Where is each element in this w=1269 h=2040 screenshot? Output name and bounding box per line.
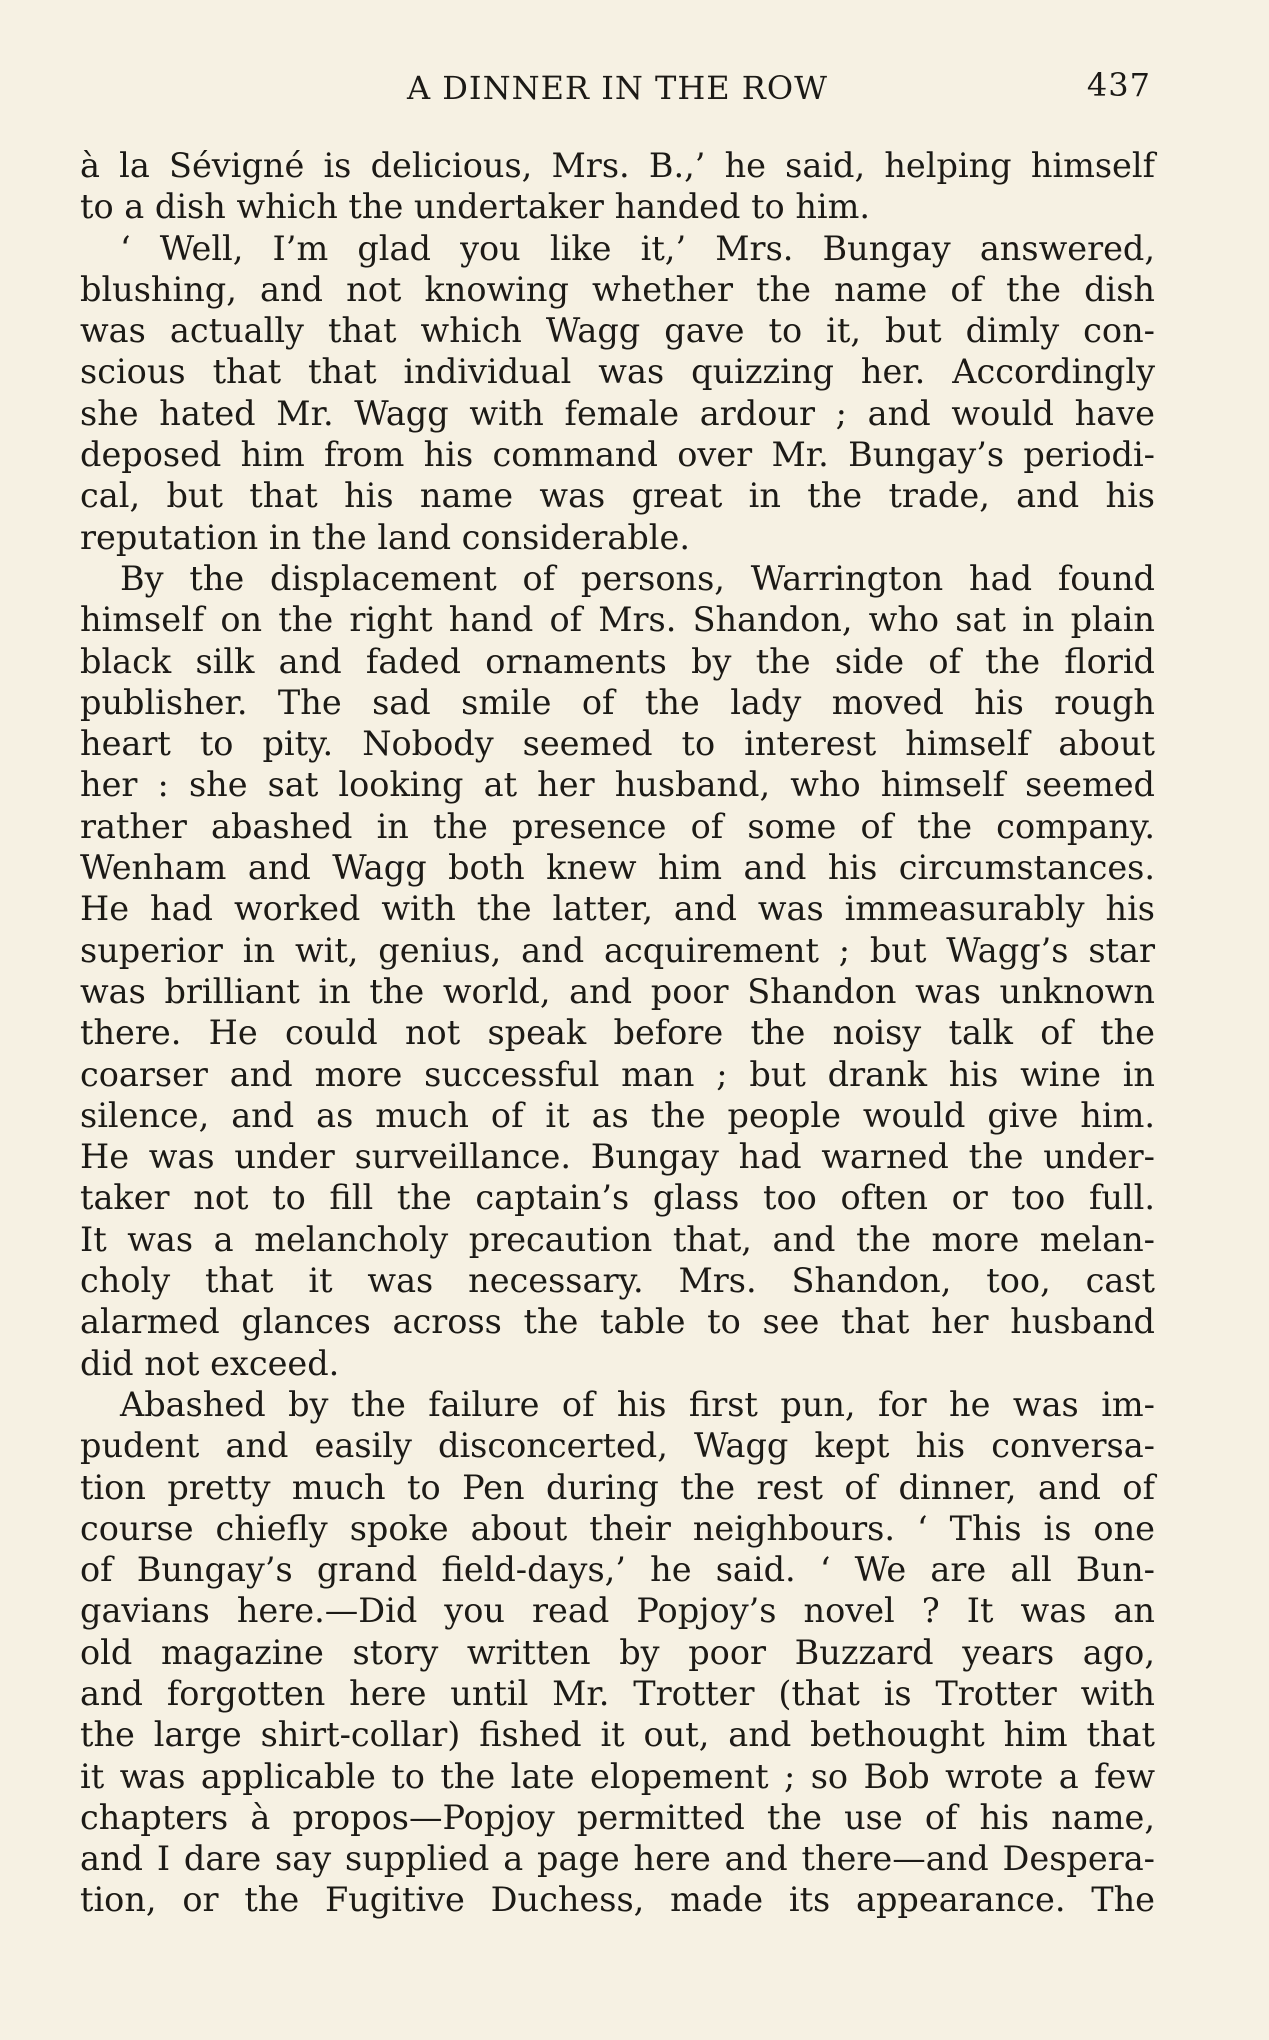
text-line: choly that it was necessary. Mrs. Shandon, too, cast xyxy=(80,1261,1155,1301)
text-line: tion, or the Fugitive Duchess, made its appearance. The xyxy=(80,1880,1155,1920)
text-line: He had worked with the latter, and was immeasurably his xyxy=(80,889,1155,929)
body-text xyxy=(80,145,1155,1921)
text-line: taker not to fill the captain’s glass too often or too full. xyxy=(80,1178,1155,1218)
text-line: alarmed glances across the table to see that her husband xyxy=(80,1302,1155,1342)
text-line: was actually that which Wagg gave to it, but dimly con- xyxy=(80,311,1155,351)
text-line: It was a melancholy precaution that, and the more melan- xyxy=(80,1219,1155,1259)
text-line: à la Sévigné is delicious, Mrs. B.,’ he said, helping himself xyxy=(80,146,1155,185)
text-line: and forgotten here until Mr. Trotter (that is Trotter with xyxy=(80,1673,1155,1713)
text-line: himself on the right hand of Mrs. Shandon, who sat in plain xyxy=(80,600,1155,640)
text-line: publisher. The sad smile of the lady moved his rough xyxy=(80,682,1155,722)
text-line: course chiefly spoke about their neighbours. ‘ This is one xyxy=(80,1508,1155,1548)
text-line: pudent and easily disconcerted, Wagg kept his conversa- xyxy=(80,1426,1155,1466)
text-line: old magazine story written by poor Buzzard years ago, xyxy=(80,1632,1155,1672)
text-line: the large shirt-collar) fished it out, and bethought him that xyxy=(80,1715,1155,1755)
text-line: coarser and more successful man ; but drank his wine in xyxy=(80,1054,1155,1094)
text-line: tion pretty much to Pen during the rest of dinner, and of xyxy=(80,1467,1155,1507)
text-line: reputation in the land considerable. xyxy=(80,517,690,557)
text-line: By the displacement of persons, Warrington had found xyxy=(120,558,1155,598)
text-line: rather abashed in the presence of some of the company. xyxy=(80,806,1155,846)
page-number: 437 xyxy=(1086,66,1151,104)
text-line: there. He could not speak before the noisy talk of the xyxy=(80,1013,1155,1053)
text-line: superior in wit, genius, and acquirement ; but Wagg’s star xyxy=(80,930,1155,970)
text-line: Wenham and Wagg both knew him and his circumstances. xyxy=(80,848,1155,888)
text-line: of Bungay’s grand field-days,’ he said. ‘ We are all Bun- xyxy=(80,1550,1155,1590)
text-line: Abashed by the failure of his first pun, for he was im- xyxy=(120,1384,1155,1424)
running-title: A DINNER IN THE ROW xyxy=(406,69,828,107)
text-line: chapters à propos—Popjoy permitted the use of his name, xyxy=(80,1797,1155,1837)
text-line: did not exceed. xyxy=(80,1343,340,1383)
text-line: was brilliant in the world, and poor Shandon was unknown xyxy=(80,971,1155,1011)
text-line: blushing, and not knowing whether the name of the dish xyxy=(80,269,1155,309)
text-line: cal, but that his name was great in the trade, and his xyxy=(80,476,1155,516)
text-line: silence, and as much of it as the people would give him. xyxy=(80,1095,1155,1135)
text-line: scious that that individual was quizzing her. Accordingly xyxy=(80,352,1155,392)
text-line: she hated Mr. Wagg with female ardour ; and would have xyxy=(80,393,1155,433)
text-line: ‘ Well, I’m glad you like it,’ Mrs. Bungay answered, xyxy=(120,228,1155,268)
text-line: and I dare say supplied a page here and there—and Despera- xyxy=(80,1839,1155,1879)
text-line: black silk and faded ornaments by the side of the florid xyxy=(80,641,1155,681)
text-line: it was applicable to the late elopement ; so Bob wrote a few xyxy=(80,1756,1155,1796)
text-line: He was under surveillance. Bungay had warned the under- xyxy=(80,1137,1155,1177)
text-line: gavians here.—Did you read Popjoy’s novel ? It was an xyxy=(80,1591,1155,1631)
text-line: her : she sat looking at her husband, who himself seemed xyxy=(80,765,1155,805)
text-line: deposed him from his command over Mr. Bungay’s periodi- xyxy=(80,435,1155,475)
text-line: to a dish which the undertaker handed to him. xyxy=(80,187,871,227)
text-line: heart to pity. Nobody seemed to interest himself about xyxy=(80,724,1155,764)
running-header xyxy=(80,66,1155,110)
